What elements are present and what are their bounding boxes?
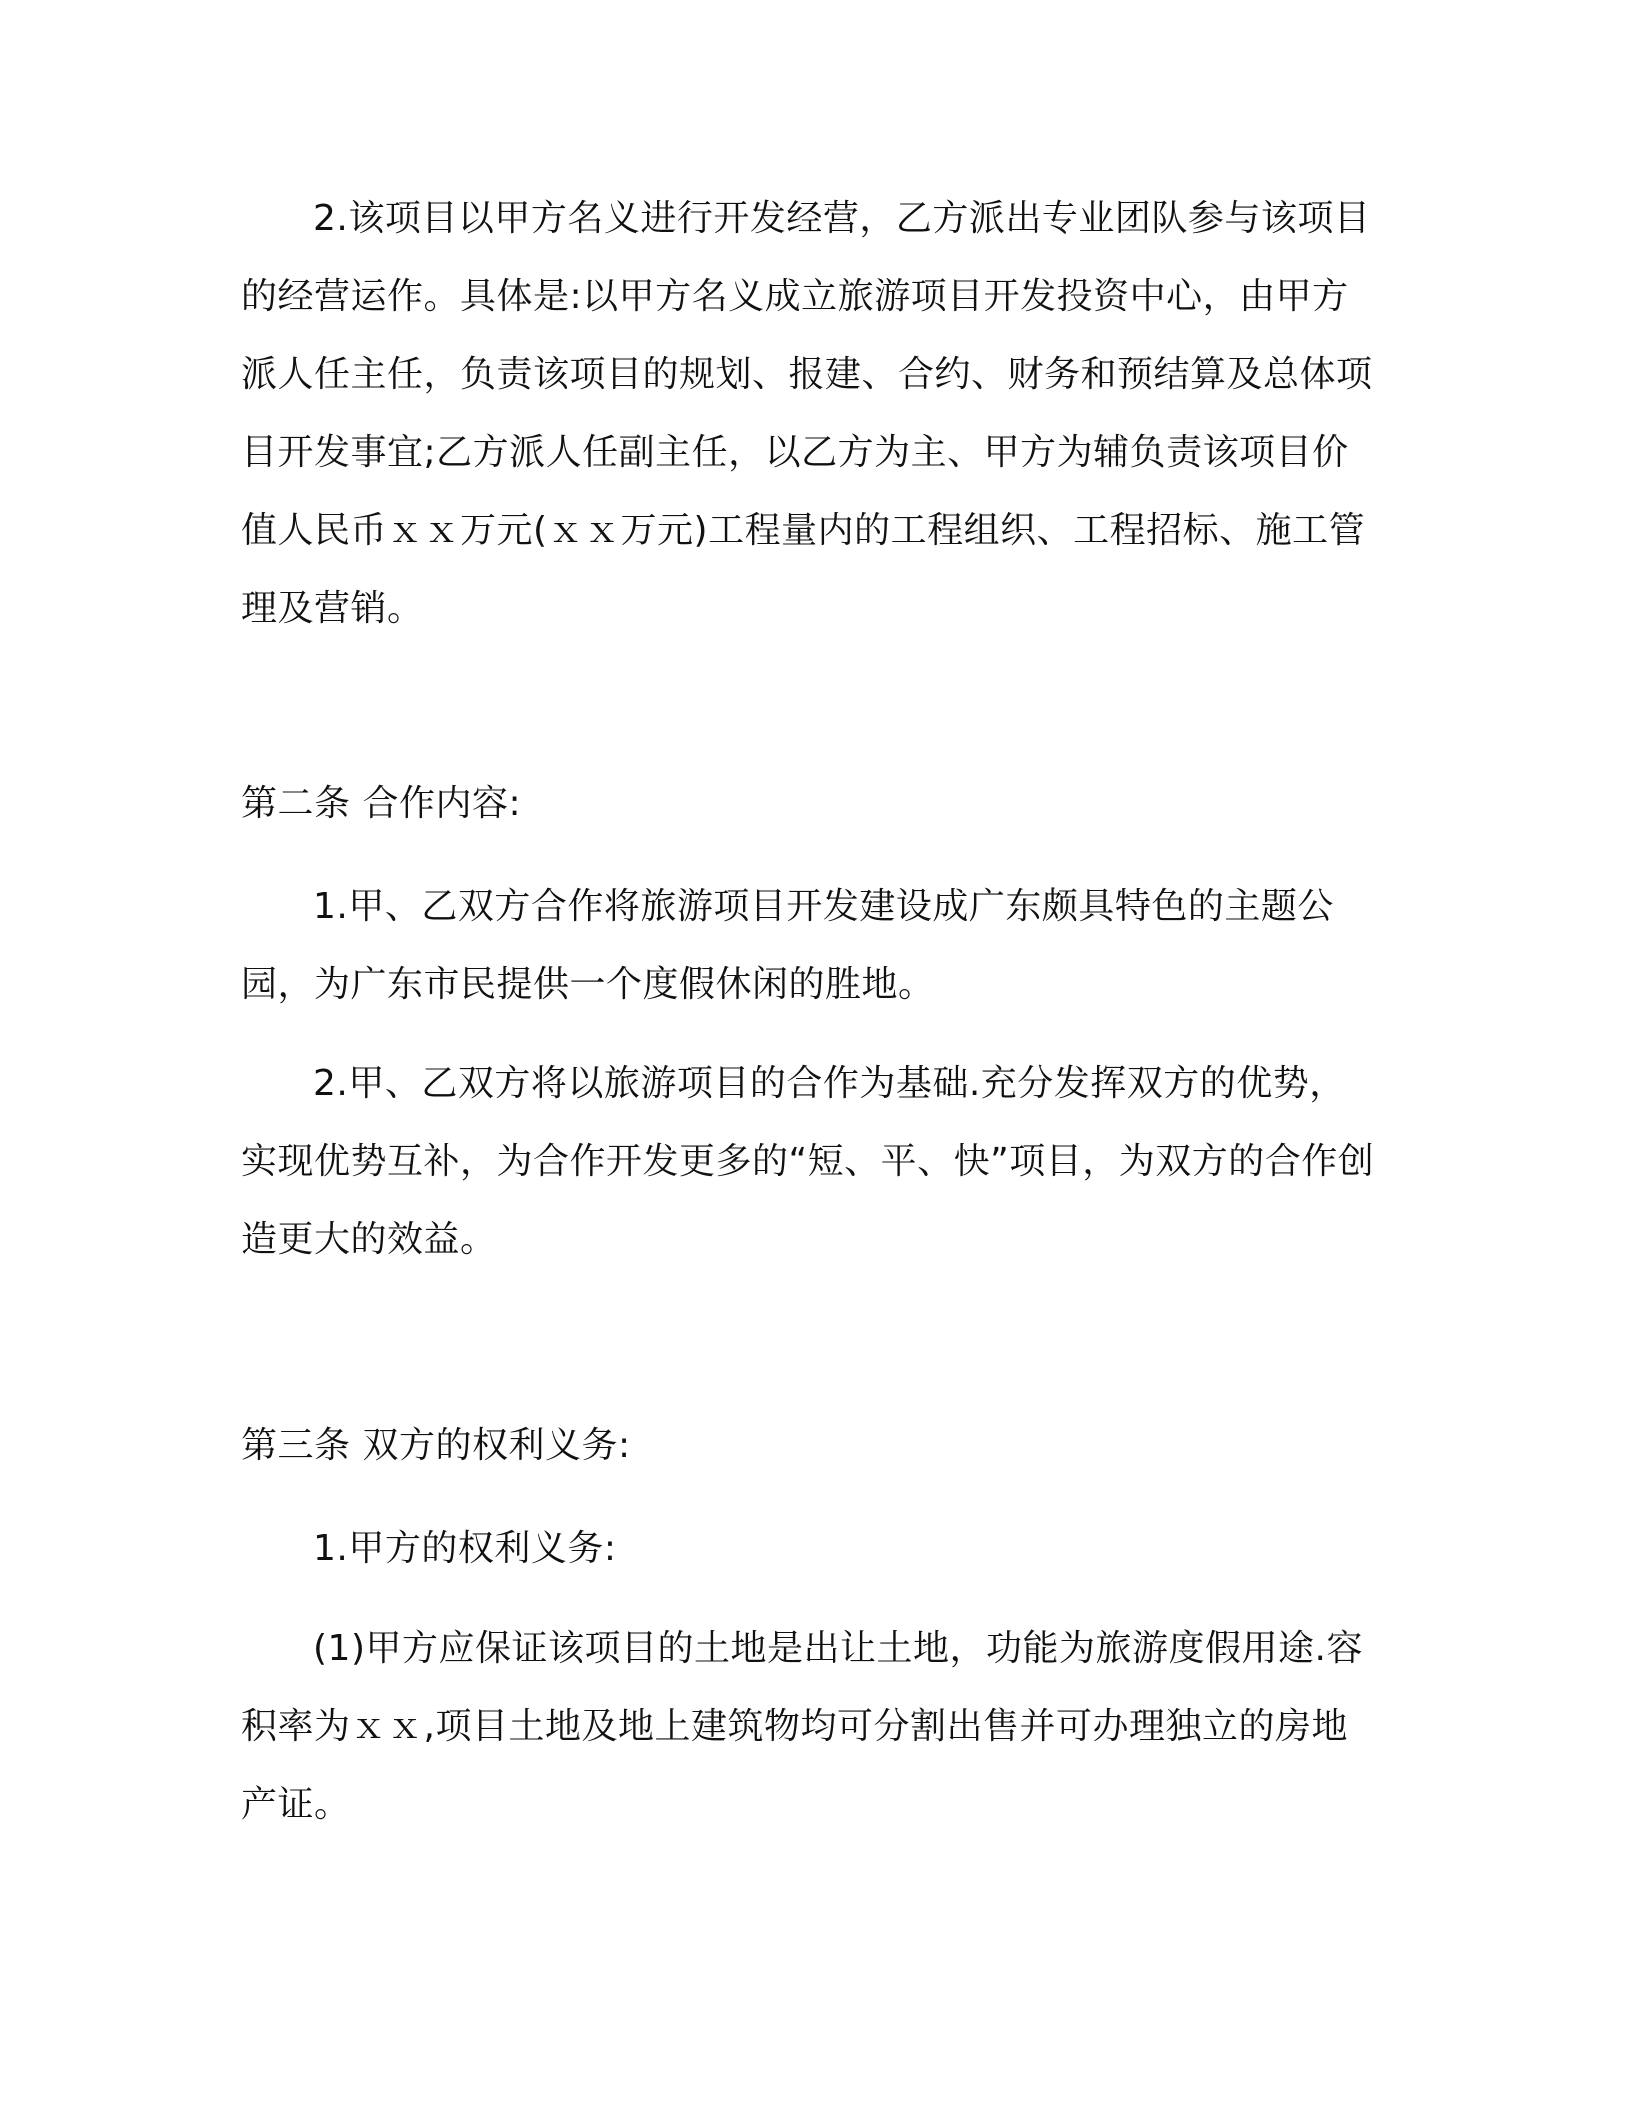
article-2-item-2: 2.甲、乙双方将以旅游项目的合作为基础.充分发挥双方的优势，实现优势互补，为合作开发更多的“短、平、快”项目，为双方的合作创造更大的效益。 <box>241 1063 1375 1260</box>
article-2-heading: 第二条 合作内容: <box>241 783 522 824</box>
article-3-item-1-sub-1: (1)甲方应保证该项目的土地是出让土地，功能为旅游度假用途.容积率为ｘｘ,项目土地及地上建筑物均可分割出售并可办理独立的房地产证。 <box>241 1628 1363 1825</box>
article-3-heading: 第三条 双方的权利义务: <box>241 1425 631 1466</box>
article-2-item-1: 1.甲、乙双方合作将旅游项目开发建设成广东颇具特色的主题公园，为广东市民提供一个度假休闲的胜地。 <box>241 886 1334 1005</box>
clause-paragraph-2: 2.该项目以甲方名义进行开发经营，乙方派出专业团队参与该项目的经营运作。具体是:以甲方名义成立旅游项目开发投资中心，由甲方派人任主任，负责该项目的规划、报建、合约、财务和预结算及总体项目开发事宜;乙方派人任副主任，以乙方为主、甲方为辅负责该项目价值人民币ｘｘ万元(ｘｘ万元)工程量内的工程组织、工程招标、施工管理及营销。 <box>241 198 1373 629</box>
article-3-item-1-heading: 1.甲方的权利义务: <box>313 1528 617 1569</box>
